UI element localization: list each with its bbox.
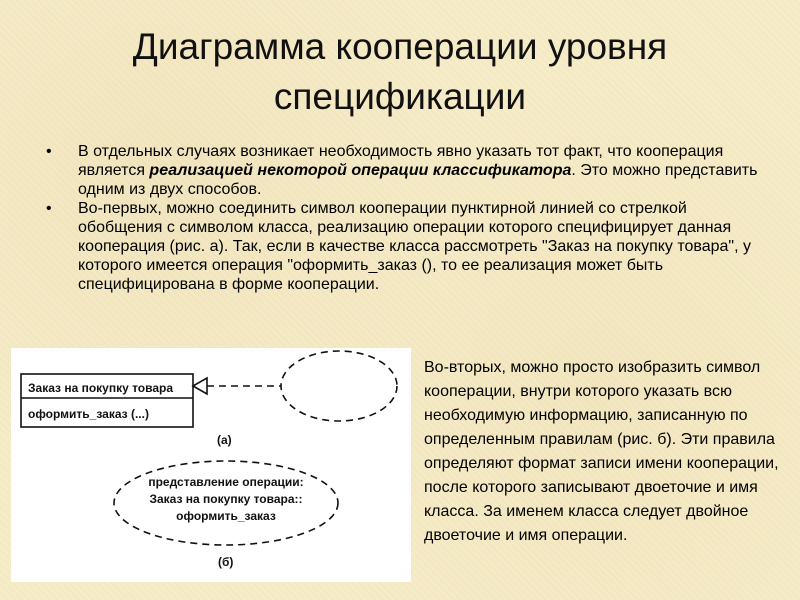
bullet-1-text-start: В отдельных случаях возникает необходимость явно указать тот факт, что кооперация является — [78, 143, 724, 179]
spec-line-3: оформить_заказ — [176, 509, 276, 523]
caption-a: (а) — [217, 433, 232, 447]
collaboration-ellipse-a — [281, 351, 397, 421]
bullet-item-2 — [40, 199, 760, 294]
bullet-list — [40, 142, 760, 294]
class-name: Заказ на покупку товара — [28, 381, 174, 395]
bullet-2-text: Во-первых, можно соединить символ кооперации пунктирной линией со стрелкой обобщения с символом класса, реализацию операции которого специфицирует данная кооперация (рис. а). Так, если в качестве класса рассмотреть "Заказ на покупку товара", у которого имеется операция "оформить_заказ (), то ее реализация может быть специфицирована в форме кооперации. — [78, 200, 751, 293]
title-line-2: спецификации — [273, 76, 527, 117]
collaboration-figure — [11, 348, 411, 582]
caption-b: (б) — [218, 555, 234, 569]
side-paragraph: Во-вторых, можно просто изобразить символ кооперации, внутри которого указать всю необходимую информацию, записанную по определенным правилам (рис. б). Эти правила определяют формат записи имени кооперации, после которого записывают двоеточие и имя класса. За именем класса следует двойное двоеточие и имя операции. — [424, 359, 779, 544]
title-line-1: Диаграмма кооперации уровня — [132, 26, 668, 67]
generalization-arrowhead — [193, 378, 207, 394]
bullet-item-1 — [40, 142, 760, 199]
slide-title — [40, 22, 760, 122]
class-operation: оформить_заказ (...) — [28, 407, 149, 421]
bullet-1-emphasis: реализацией некоторой операции классификатора — [149, 162, 572, 179]
bullet-1-text-end: . Это можно представить одним из двух способов. — [78, 162, 758, 198]
spec-line-2: Заказ на покупку товара:: — [149, 492, 303, 506]
spec-line-1: представление операции: — [148, 475, 304, 489]
